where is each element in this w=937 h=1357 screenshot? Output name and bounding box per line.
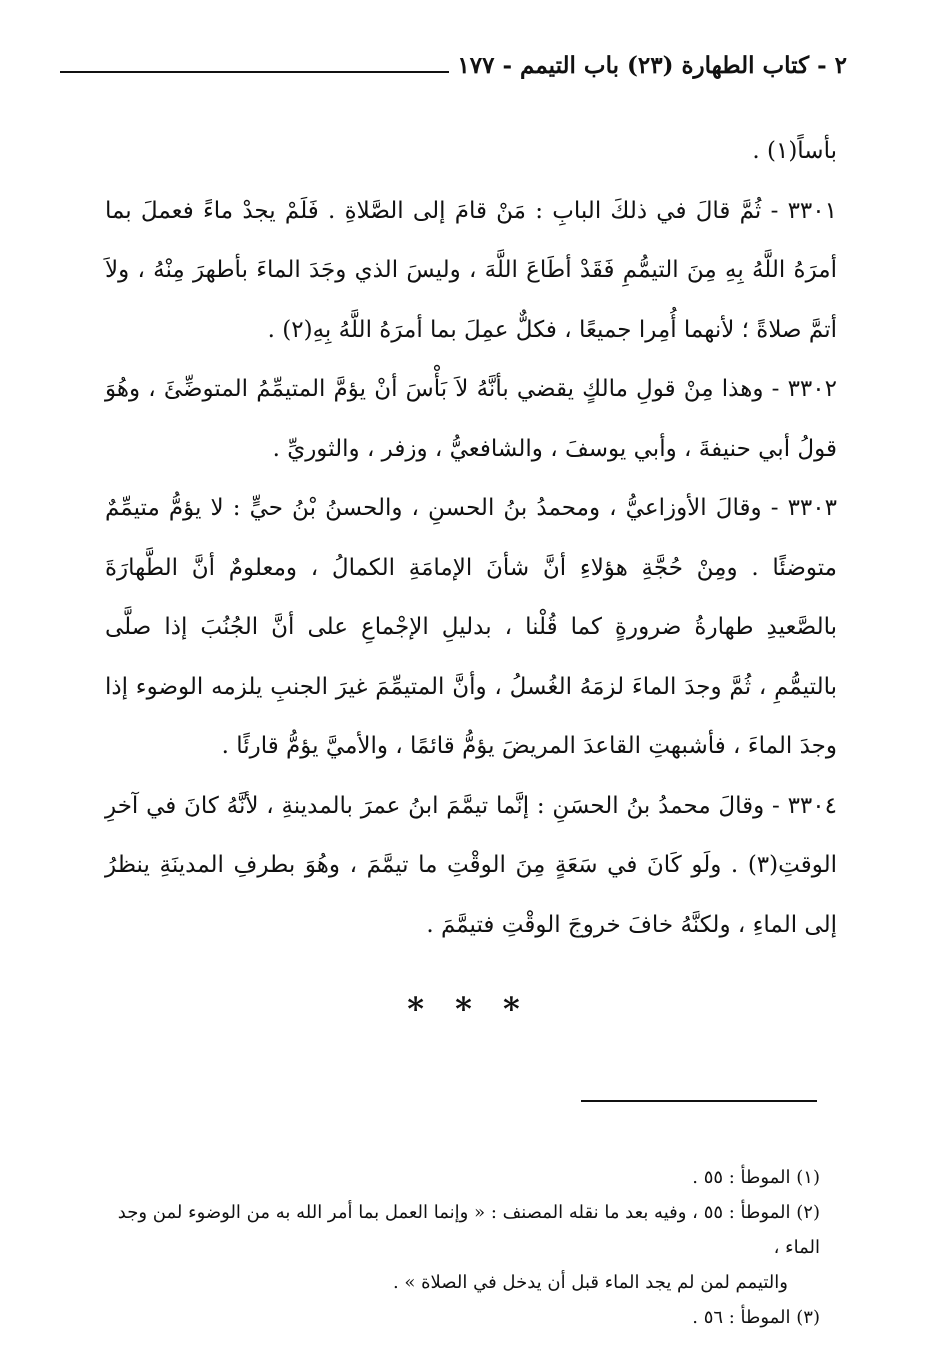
- footnote-3: (٣) الموطأ : ٥٦ .: [692, 1307, 820, 1328]
- footnote-2: (٢) الموطأ : ٥٥ ، وفيه بعد ما نقله المصنف : « وإنما العمل بما أمر الله به من الوضوء لمن وجد الماء ،: [117, 1202, 820, 1258]
- section-separator: * * *: [407, 990, 530, 1028]
- footnote-rule: [581, 1100, 817, 1102]
- footnotes: [95, 1160, 820, 1335]
- paragraph-3304: ٣٣٠٤ - وقالَ محمدُ بنُ الحسَنِ : إنَّما تيمَّمَ ابنُ عمرَ بالمدينةِ ، لأنَّهُ كانَ في آخرِ الوقتِ(٣) . ولَو كَانَ في سَعَةٍ مِنَ الوقْتِ ما تيمَّمَ ، وهُوَ بطرفِ المدينَةِ ينظرُ إلى الماءِ ، ولكنَّهُ خافَ خروجَ الوقْتِ فتيمَّمَ .: [105, 792, 837, 938]
- footnote-2-continuation: والتيمم لمن لم يجد الماء قبل أن يدخل في الصلاة » .: [392, 1272, 788, 1293]
- main-text: [105, 122, 837, 955]
- paragraph-3301: ٣٣٠١ - ثُمَّ قالَ في ذلكَ البابِ : مَنْ قامَ إلى الصَّلاةِ . فَلَمْ يجدْ ماءً فعملَ بما أمرَهُ اللَّهُ بِهِ مِنَ التيمُّمِ فَقَدْ أطَاعَ اللَّهَ ، وليسَ الذي وجَدَ الماءَ بأطهرَ مِنْهُ ، ولاَ أتمَّ صلاةً ؛ لأنهما أُمِرا جميعًا ، فكلٌّ عمِلَ بما أمرَهُ اللَّهُ بِهِ(٢) .: [105, 197, 837, 343]
- header-title: ٢ - كتاب الطهارة (٢٣) باب التيمم - ١٧٧: [449, 48, 847, 84]
- running-header: [60, 48, 847, 88]
- paragraph-continuation: بأساً(١) .: [752, 138, 837, 164]
- footnote-1: (١) الموطأ : ٥٥ .: [692, 1167, 820, 1188]
- paragraph-3302: ٣٣٠٢ - وهذا مِنْ قولِ مالكٍ يقضي بأنَّهُ لاَ بَأْسَ أنْ يؤمَّ المتيمِّمُ المتوضِّئَ ، وهُوَ قولُ أبي حنيفةَ ، وأبي يوسفَ ، والشافعيُّ ، وزفر ، والثوريِّ .: [105, 376, 837, 462]
- paragraph-3303: ٣٣٠٣ - وقالَ الأوزاعيُّ ، ومحمدُ بنُ الحسنِ ، والحسنُ بْنُ حيٍّ : لا يؤمُّ متيمِّمٌ متوضئًا . ومِنْ حُجَّةِ هؤلاءِ أنَّ شأنَ الإمامَةِ الكمالُ ، ومعلومٌ أنَّ الطَّهارَةَ بالصَّعيدِ طهارةُ ضرورةٍ كما قُلْنا ، بدليلِ الإجْماعِ على أنَّ الجُنُبَ إذا صلَّى بالتيمُّمِ ، ثُمَّ وجدَ الماءَ لزمَهُ الغُسلُ ، وأنَّ المتيمِّمَ غيرَ الجنبِ يلزمه الوضوء إذا وجدَ الماءَ ، فأشبهتِ القاعدَ المريضَ يؤمُّ قائمًا ، والأميَّ يؤمُّ قارئًا .: [105, 495, 837, 759]
